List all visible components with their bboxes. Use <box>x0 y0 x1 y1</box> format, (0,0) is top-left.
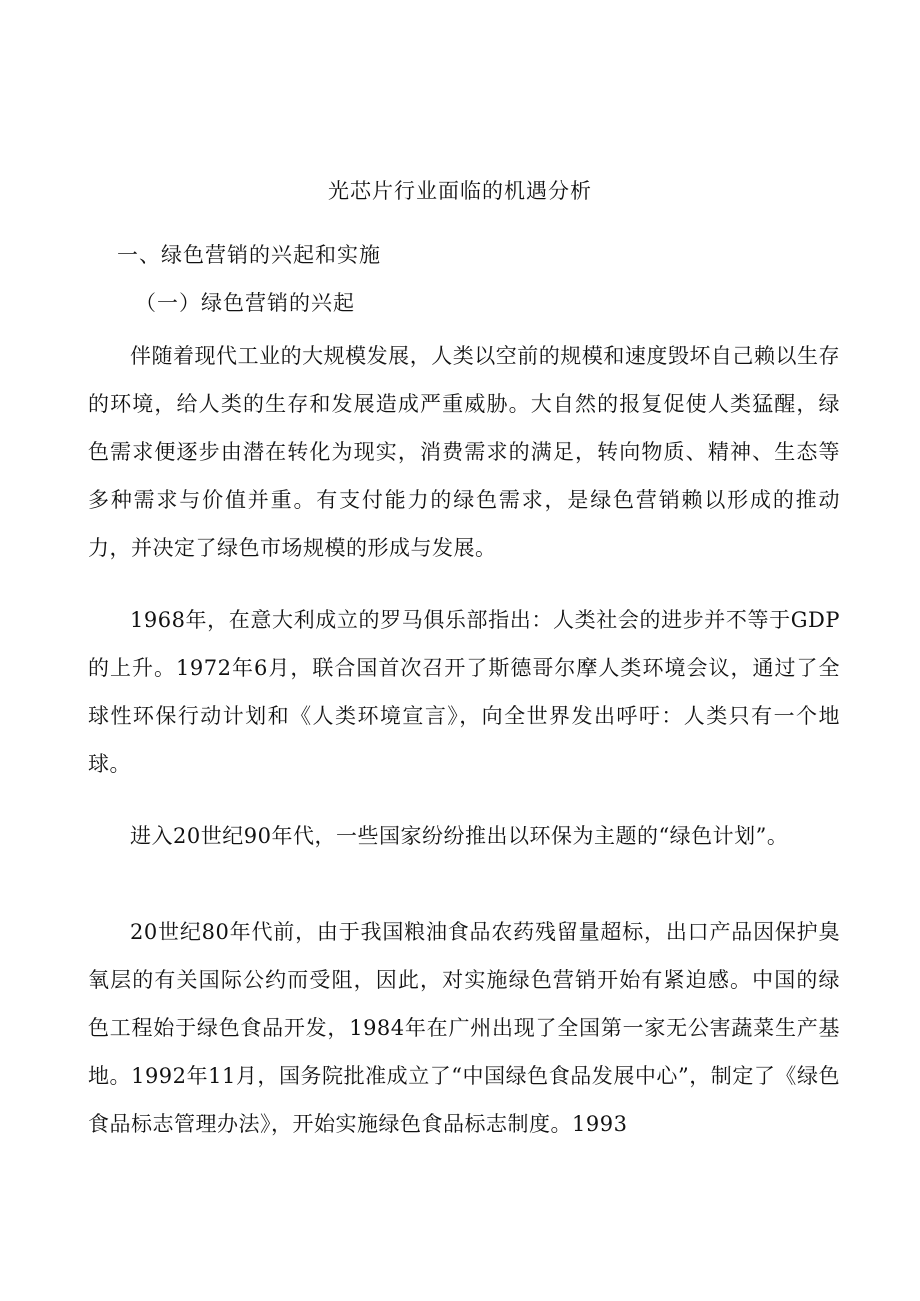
paragraph-3: 进入20世纪90年代，一些国家纷纷推出以环保为主题的“绿色计划”。 <box>130 824 789 848</box>
paragraph-2: 1968年，在意大利成立的罗马俱乐部指出：人类社会的进步并不等于GDP的上升。1972年6月，联合国首次召开了斯德哥尔摩人类环境会议，通过了全球性环保行动计划和《人类环境宣言》，向全世界发出呼吁：人类只有一个地球。 <box>88 608 840 776</box>
section-heading: 一、绿色营销的兴起和实施 <box>117 243 381 267</box>
paragraph-4: 20世纪80年代前，由于我国粮油食品农药残留量超标，出口产品因保护臭氧层的有关国际公约而受阻，因此，对实施绿色营销开始有紧迫感。中国的绿色工程始于绿色食品开发，1984年在广州出现了全国第一家无公害蔬菜生产基地。1992年11月，国务院批准成立了“中国绿色食品发展中心”，制定了《绿色食品标志管理办法》，开始实施绿色食品标志制度。1993 <box>88 920 840 1136</box>
subsection-heading: （一）绿色营销的兴起 <box>135 291 355 315</box>
paragraph-1: 伴随着现代工业的大规模发展，人类以空前的规模和速度毁坏自己赖以生存的环境，给人类的生存和发展造成严重威胁。大自然的报复促使人类猛醒，绿色需求便逐步由潜在转化为现实，消费需求的满足，转向物质、精神、生态等多种需求与价值并重。有支付能力的绿色需求，是绿色营销赖以形成的推动力，并决定了绿色市场规模的形成与发展。 <box>88 344 840 560</box>
document-title: 光芯片行业面临的机遇分析 <box>328 179 592 203</box>
